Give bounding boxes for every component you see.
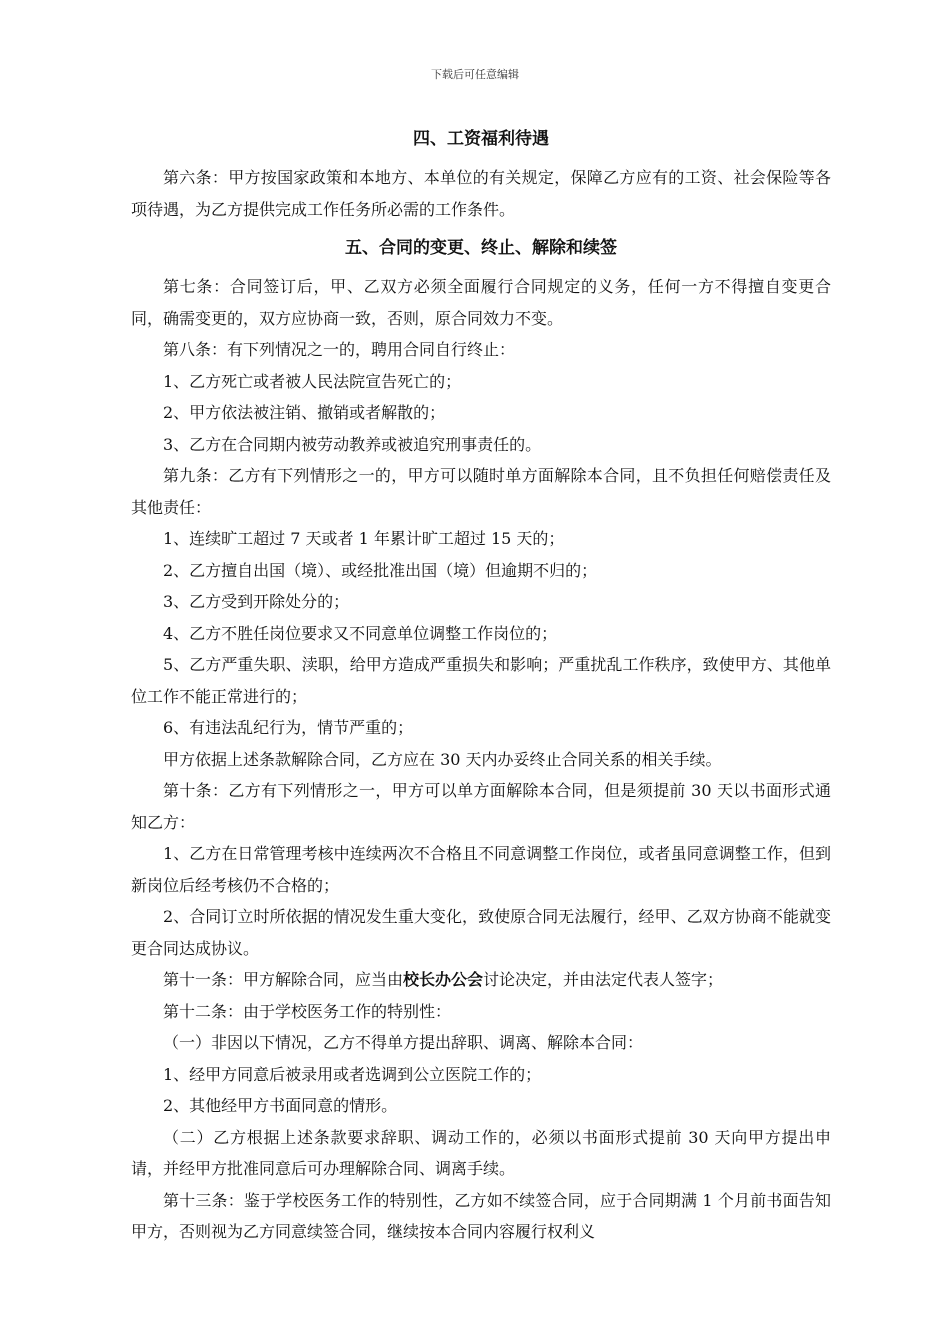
article-9-item-5: 5、乙方严重失职、渎职，给甲方造成严重损失和影响；严重扰乱工作秩序，致使甲方、其他单位工作不能正常进行的； bbox=[131, 655, 831, 706]
article-9-item-3: 3、乙方受到开除处分的； bbox=[163, 592, 350, 611]
article-11-part-c: 讨论决定，并由法定代表人签字； bbox=[483, 970, 724, 989]
article-8: 第八条：有下列情况之一的，聘用合同自行终止： bbox=[163, 340, 516, 359]
article-12-clause-2: （二）乙方根据上述条款要求辞职、调动工作的，必须以书面形式提前 30 天向甲方提出申请，并经甲方批准同意后可办理解除合同、调离手续。 bbox=[131, 1127, 831, 1178]
article-12-clause-1: （一）非因以下情况，乙方不得单方提出辞职、调离、解除本合同： bbox=[163, 1033, 644, 1052]
article-9-item-1: 1、连续旷工超过 7 天或者 1 年累计旷工超过 15 天的； bbox=[163, 529, 565, 548]
article-9-item-2: 2、乙方擅自出国（境）、或经批准出国（境）但逾期不归的； bbox=[163, 560, 598, 580]
article-9: 第九条：乙方有下列情形之一的，甲方可以随时单方面解除本合同，且不负担任何赔偿责任及其他责任： bbox=[131, 466, 831, 517]
section-title-wages: 四、工资福利待遇 bbox=[413, 129, 549, 149]
document-body bbox=[131, 122, 831, 1248]
article-11-principal-office: 校长办公会 bbox=[403, 970, 484, 989]
article-10-item-1: 1、乙方在日常管理考核中连续两次不合格且不同意调整工作岗位，或者虽同意调整工作，但到新岗位后经考核仍不合格的； bbox=[131, 844, 831, 895]
article-9-closing: 甲方依据上述条款解除合同，乙方应在 30 天内办妥终止合同关系的相关手续。 bbox=[163, 749, 722, 769]
article-11 bbox=[131, 964, 831, 996]
article-11-part-a: 第十一条：甲方解除合同，应当由 bbox=[163, 970, 404, 989]
article-6: 第六条：甲方按国家政策和本地方、本单位的有关规定，保障乙方应有的工资、社会保险等各项待遇，为乙方提供完成工作任务所必需的工作条件。 bbox=[131, 168, 831, 219]
article-10: 第十条：乙方有下列情形之一，甲方可以单方面解除本合同，但是须提前 30 天以书面形式通知乙方： bbox=[131, 781, 831, 832]
article-9-item-4: 4、乙方不胜任岗位要求又不同意单位调整工作岗位的； bbox=[163, 623, 558, 643]
article-9-item-6: 6、有违法乱纪行为，情节严重的； bbox=[163, 718, 414, 737]
article-8-item-2: 2、甲方依法被注销、撤销或者解散的； bbox=[163, 403, 446, 422]
article-13: 第十三条：鉴于学校医务工作的特别性，乙方如不续签合同，应于合同期满 1 个月前书面告知甲方，否则视为乙方同意续签合同，继续按本合同内容履行权利义 bbox=[131, 1190, 831, 1241]
article-12-clause-1-item-2: 2、其他经甲方书面同意的情形。 bbox=[163, 1096, 398, 1115]
section-title-contract-changes: 五、合同的变更、终止、解除和续签 bbox=[345, 238, 617, 258]
article-7: 第七条：合同签订后，甲、乙双方必须全面履行合同规定的义务，任何一方不得擅自变更合同，确需变更的，双方应协商一致，否则，原合同效力不变。 bbox=[131, 277, 831, 328]
article-10-item-2: 2、合同订立时所依据的情况发生重大变化，致使原合同无法履行，经甲、乙双方协商不能就变更合同达成协议。 bbox=[131, 907, 831, 958]
article-8-item-1: 1、乙方死亡或者被人民法院宣告死亡的； bbox=[163, 371, 462, 391]
article-8-item-3: 3、乙方在合同期内被劳动教养或被追究刑事责任的。 bbox=[163, 434, 542, 454]
article-12-clause-1-item-1: 1、经甲方同意后被录用或者选调到公立医院工作的； bbox=[163, 1064, 542, 1084]
article-12: 第十二条：由于学校医务工作的特别性： bbox=[163, 1001, 452, 1021]
page-header-note: 下载后可任意编辑 bbox=[431, 68, 519, 81]
